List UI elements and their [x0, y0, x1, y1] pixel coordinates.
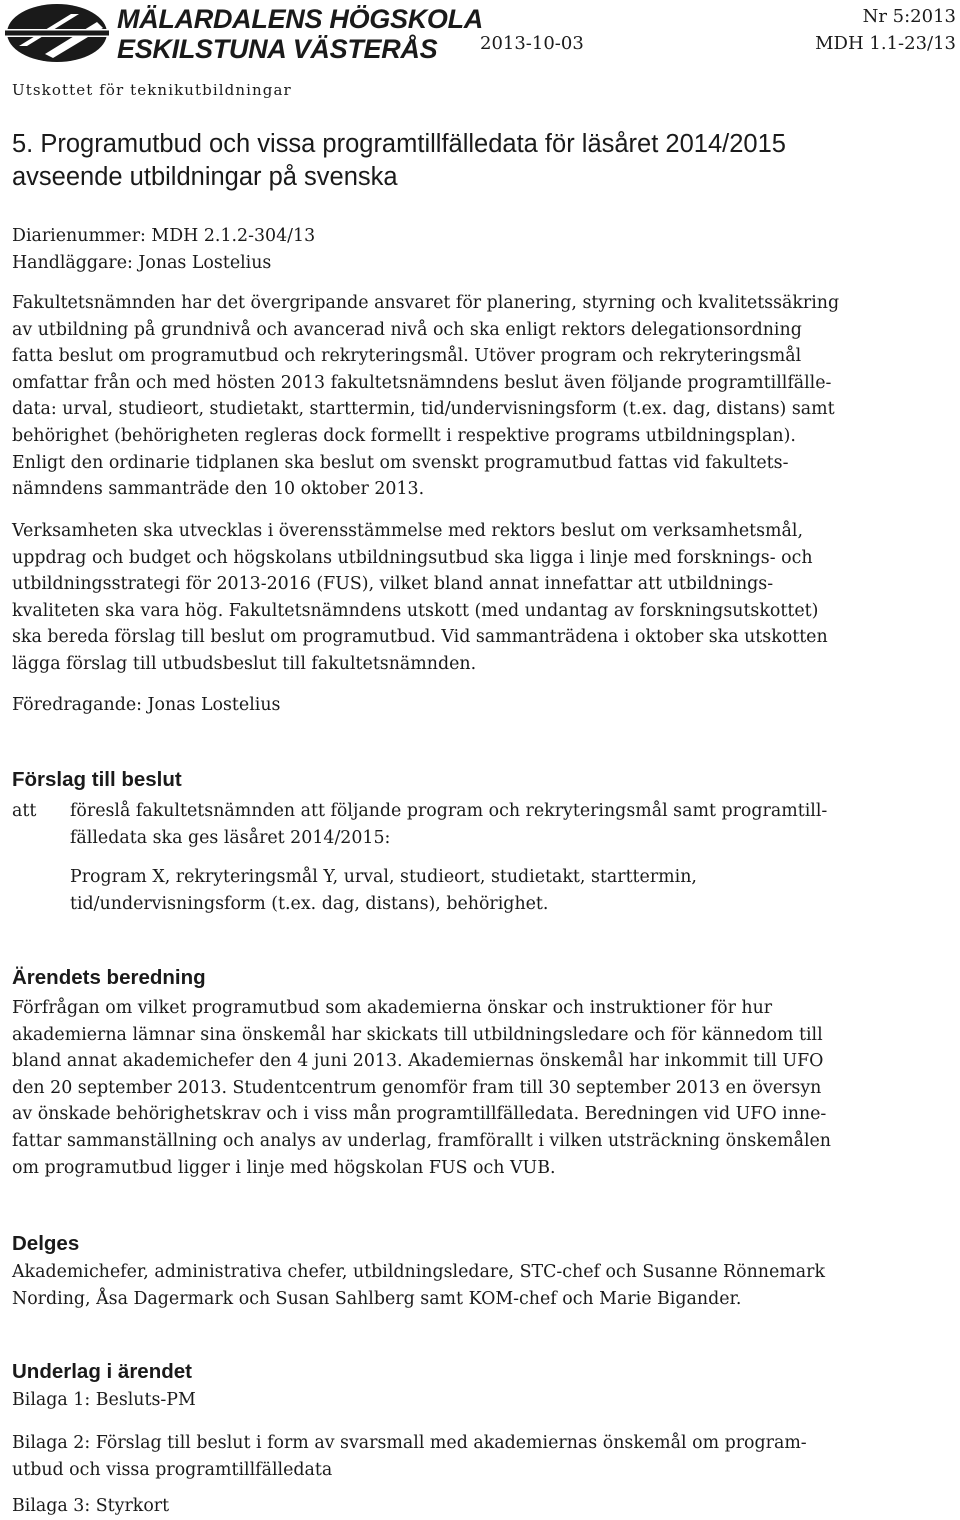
document-number: Nr 5:2013 [862, 6, 956, 27]
title-line: 5. Programutbud och vissa programtillfälledata för läsåret 2014/2015 [12, 130, 786, 158]
paragraph-line: Verksamheten ska utvecklas i överensstämmelse med rektors beslut om verksamhetsmål, [12, 521, 804, 541]
paragraph-line: av utbildning på grundnivå och avancerad nivå och ska enligt rektors delegationsordning [12, 319, 802, 340]
paragraph-line: Nording, Åsa Dagermark och Susan Sahlberg samt KOM-chef och Marie Bigander. [12, 1288, 742, 1309]
attachment-text: Bilaga 3: Styrkort [12, 1496, 170, 1516]
logo-emblem-icon [5, 2, 109, 64]
paragraph-line: tid/undervisningsform (t.ex. dag, distans), behörighet. [70, 893, 549, 914]
preparation-heading: Ärendets beredning [12, 966, 206, 989]
attachment-text: Bilaga 1: Besluts-PM [12, 1390, 196, 1410]
paragraph-line: Akademichefer, administrativa chefer, utbildningsledare, STC-chef och Susanne Rönnemark [12, 1262, 825, 1282]
presenter [12, 692, 957, 719]
paragraph-line: om programutbud ligger i linje med högskolan FUS och VUB. [12, 1157, 556, 1178]
paragraph-line: lägga förslag till utbudsbeslut till fakultetsnämnden. [12, 653, 477, 674]
title-line: avseende utbildningar på svenska [12, 163, 398, 191]
paragraph-line: Förfrågan om vilket programutbud som akademierna önskar och instruktioner för hur [12, 998, 773, 1018]
attachment-3 [12, 1493, 957, 1520]
diary-number: Diarienummer: MDH 2.1.2-304/13 [12, 226, 316, 246]
paragraph-line: akademierna lämnar sina önskemål har skickats till utbildningsledare och för kännedom till [12, 1024, 823, 1045]
page-title [12, 128, 942, 194]
preparation-paragraph [12, 995, 957, 1181]
attachment-text: Bilaga 2: Förslag till beslut i form av svarsmall med akademiernas önskemål om program- [12, 1433, 807, 1453]
paragraph-line: den 20 september 2013. Studentcentrum genomför fram till 30 september 2013 en översyn [12, 1077, 822, 1098]
paragraph-line: omfattar från och med hösten 2013 fakultetsnämndens beslut även följande programtillfälle- [12, 372, 832, 393]
case-meta [12, 223, 957, 276]
att-label: att [12, 801, 37, 821]
paragraph-line: Fakultetsnämnden har det övergripande ansvaret för planering, styrning och kvalitetssäkring [12, 293, 840, 313]
paragraph-line: nämndens sammanträde den 10 oktober 2013. [12, 479, 425, 500]
attachment-1 [12, 1387, 957, 1414]
proposal-heading: Förslag till beslut [12, 768, 182, 791]
document-reference: MDH 1.1-23/13 [815, 33, 956, 54]
paragraph-line: av önskade behörighetskrav och i viss mån programtillfälledata. Beredningen vid UFO inne- [12, 1104, 827, 1125]
case-officer: Handläggare: Jonas Lostelius [12, 252, 272, 273]
distribution-heading: Delges [12, 1232, 80, 1255]
activity-paragraph [12, 518, 957, 678]
presenter-text: Föredragande: Jonas Lostelius [12, 695, 281, 715]
paragraph-line: kvaliteten ska vara hög. Fakultetsnämndens utskott (med undantag av forskningsutskottet) [12, 600, 819, 621]
logo-text-line2: ESKILSTUNA VÄSTERÅS [117, 34, 438, 64]
attachments-heading: Underlag i ärendet [12, 1360, 192, 1383]
paragraph-line: data: urval, studieort, studietakt, starttermin, tid/undervisningsform (t.ex. dag, distans) samt [12, 399, 835, 420]
attachment-text: utbud och vissa programtillfälledata [12, 1459, 333, 1480]
intro-paragraph [12, 290, 957, 503]
paragraph-line: behörighet (behörigheten regleras dock formellt i respektive programs utbildningsplan). [12, 425, 796, 446]
paragraph-line: utbildningsstrategi för 2013-2016 (FUS), vilket bland annat innefattar att utbildnings- [12, 574, 774, 595]
paragraph-line: ska bereda förslag till beslut om programutbud. Vid sammanträdena i oktober ska utskotten [12, 627, 828, 648]
paragraph-line: uppdrag och budget och högskolans utbildningsutbud ska ligga i linje med forsknings- och [12, 547, 813, 568]
proposal-text [70, 798, 950, 851]
paragraph-line: fatta beslut om programutbud och rekryteringsmål. Utöver program och rekryteringsmål [12, 346, 802, 367]
paragraph-line: fattar sammanställning och analys av underlag, framförallt i vilken utsträckning önskemålen [12, 1130, 832, 1151]
paragraph-line: fälledata ska ges läsåret 2014/2015: [70, 827, 391, 848]
paragraph-line: Program X, rekryteringsmål Y, urval, studieort, studietakt, starttermin, [70, 867, 697, 887]
document-date: 2013-10-03 [480, 33, 584, 54]
distribution-paragraph [12, 1259, 957, 1312]
attachment-2 [12, 1430, 957, 1483]
proposal-example [70, 864, 950, 917]
paragraph-line: bland annat akademichefer den 4 juni 2013. Akademiernas önskemål har inkommit till UFO [12, 1051, 824, 1072]
university-logo [5, 2, 483, 66]
paragraph-line: Enligt den ordinarie tidplanen ska beslut om svenskt programutbud fattas vid fakultets- [12, 452, 789, 473]
logo-text-line1: MÄLARDALENS HÖGSKOLA [117, 4, 483, 34]
paragraph-line: föreslå fakultetsnämnden att följande program och rekryteringsmål samt programtill- [70, 801, 828, 821]
committee-name: Utskottet för teknikutbildningar [12, 81, 292, 99]
